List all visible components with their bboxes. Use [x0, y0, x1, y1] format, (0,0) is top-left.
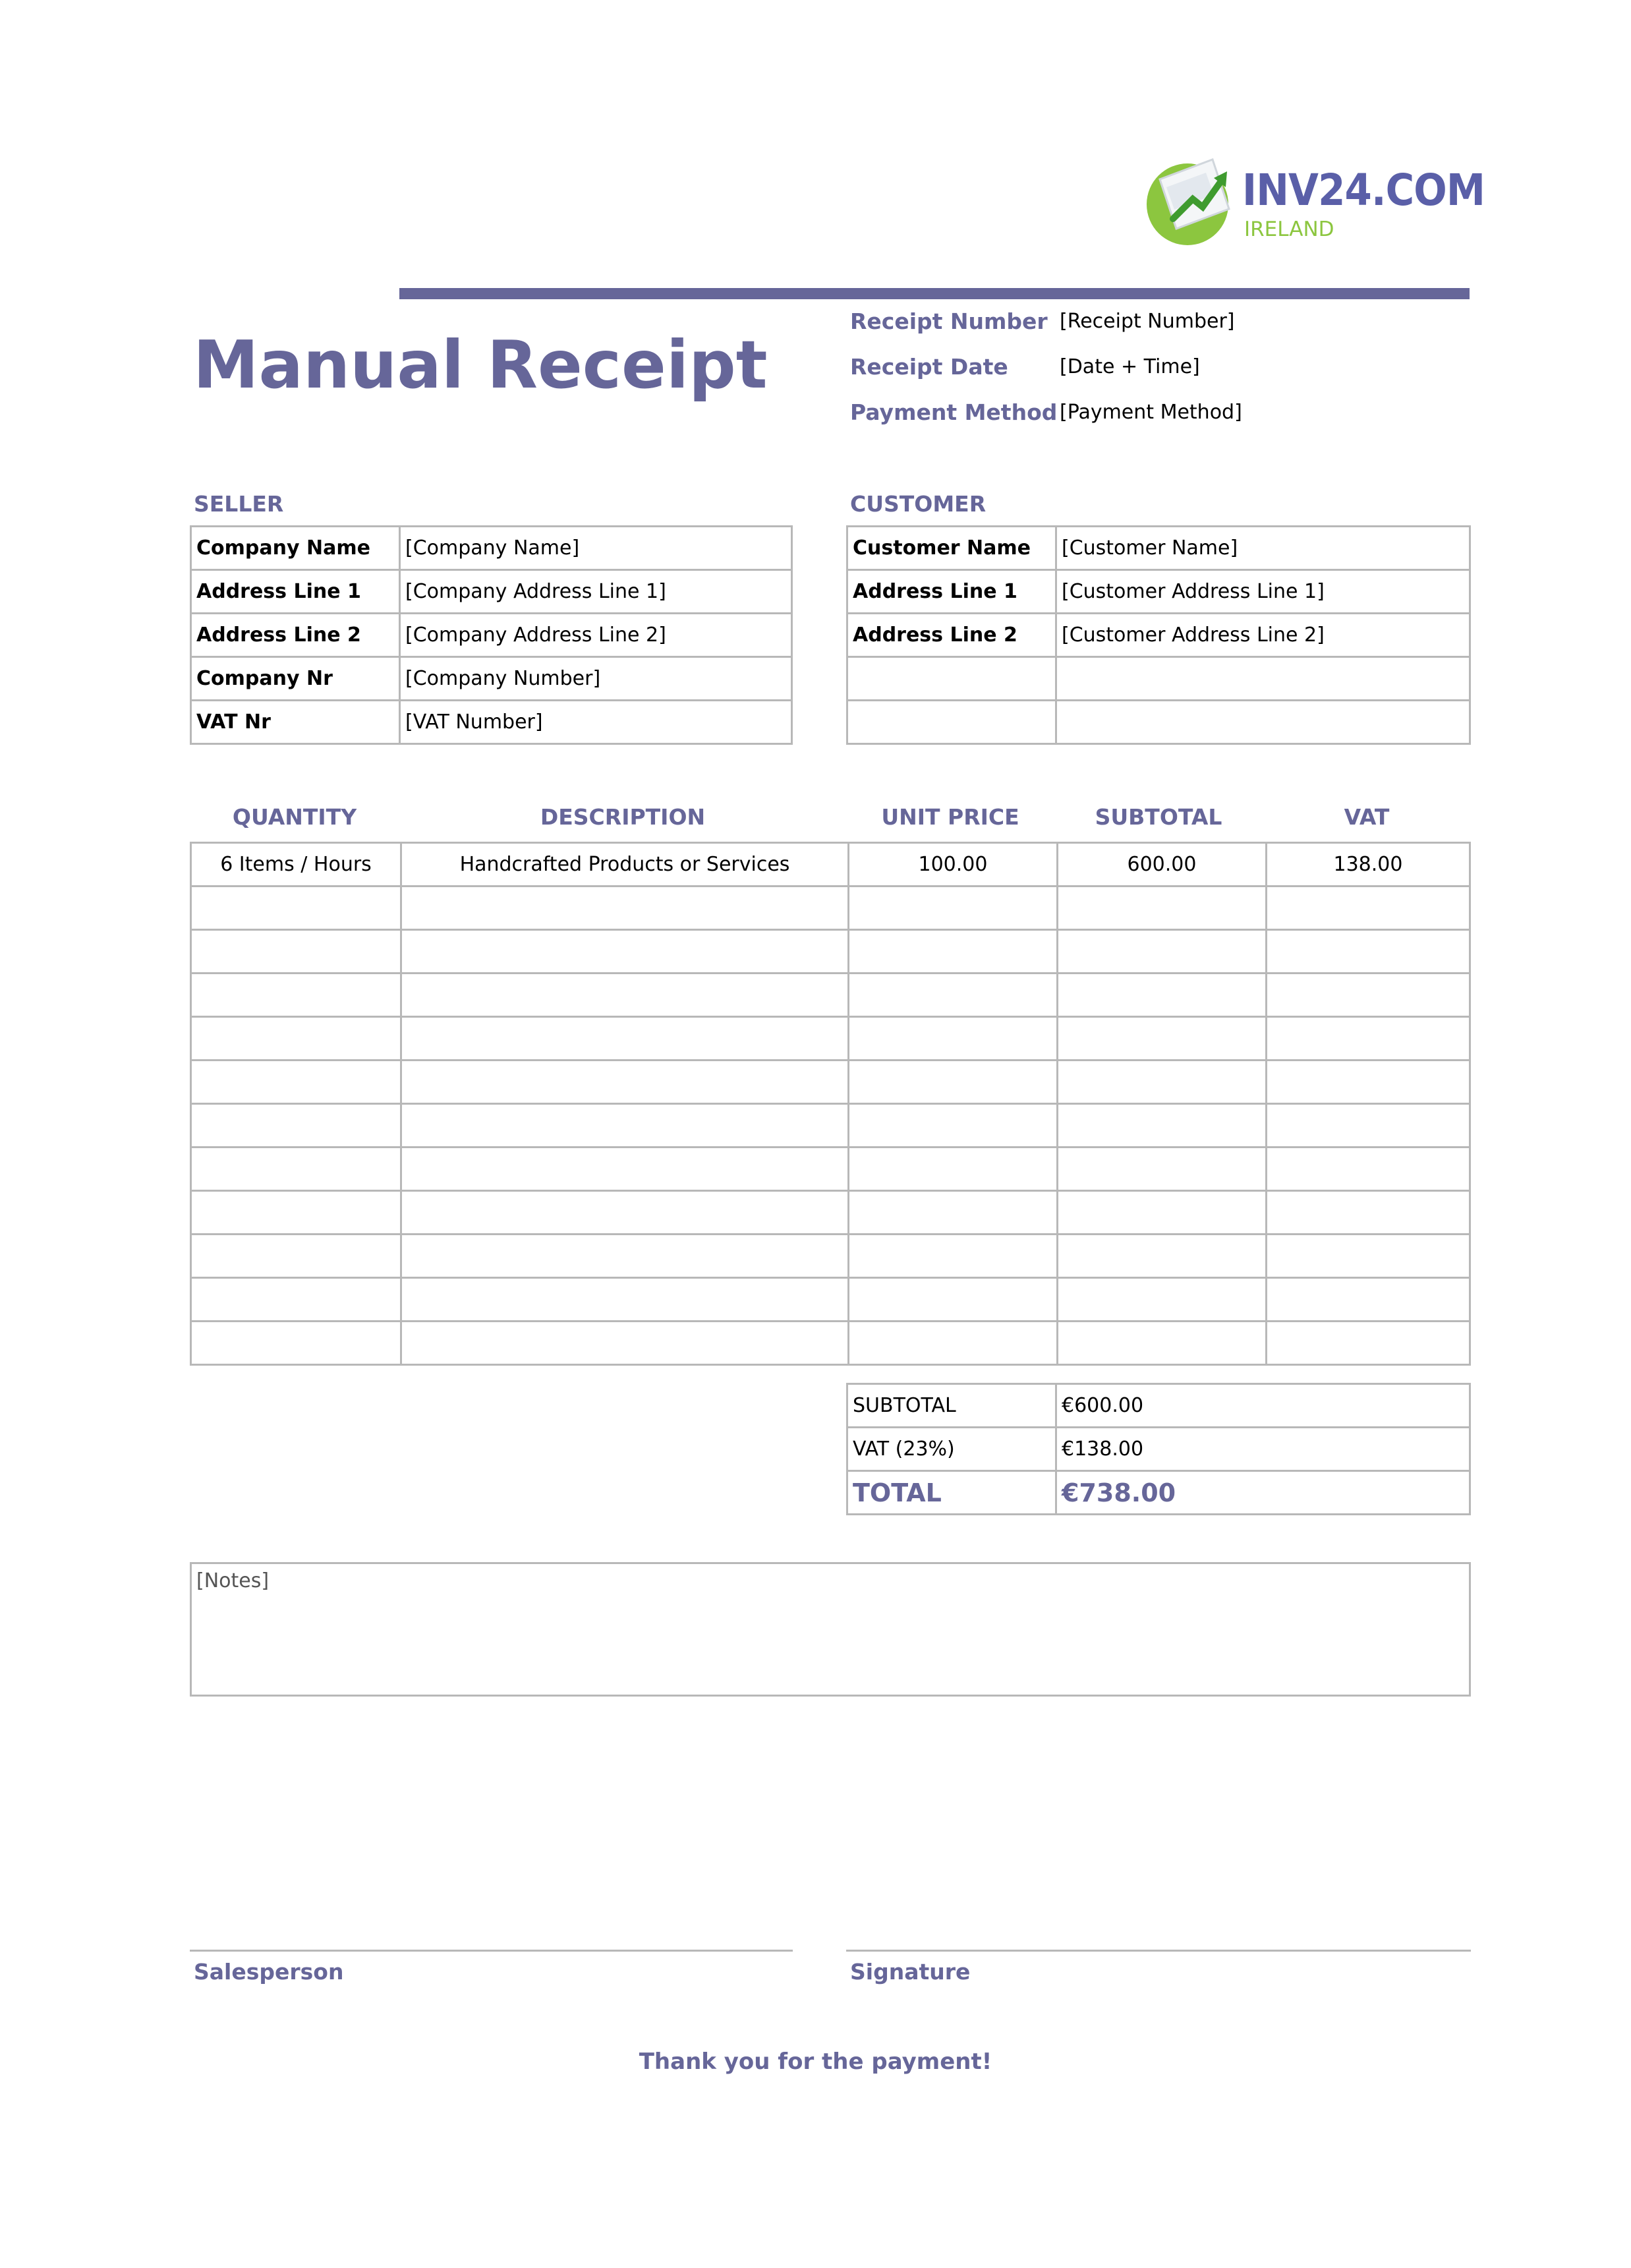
logo-icon	[1140, 153, 1239, 252]
empty-cell	[849, 1017, 1058, 1061]
payment-method-label: Payment Method	[850, 399, 1058, 425]
totals-table	[846, 1383, 1471, 1515]
table-row	[191, 614, 792, 657]
empty-cell	[1267, 1278, 1470, 1322]
empty-cell	[849, 1322, 1058, 1365]
empty-cell	[1058, 1061, 1267, 1104]
seller-value: [Company Name]	[400, 527, 792, 570]
table-row	[191, 974, 1470, 1017]
receipt-number-label: Receipt Number	[850, 308, 1048, 334]
table-row	[847, 701, 1470, 744]
seller-label: Company Nr	[191, 657, 400, 701]
empty-cell	[401, 1104, 849, 1148]
empty-cell	[1058, 1017, 1267, 1061]
col-header-subtotal: SUBTOTAL	[1095, 804, 1222, 830]
empty-cell	[191, 1148, 401, 1191]
subtotal-value: €600.00	[1056, 1384, 1470, 1428]
empty-cell	[191, 930, 401, 974]
table-row	[191, 1017, 1470, 1061]
table-row	[191, 1148, 1470, 1191]
empty-cell	[1267, 1191, 1470, 1235]
payment-method-value: [Payment Method]	[1060, 401, 1242, 424]
table-row	[191, 1104, 1470, 1148]
logo-brand: INV24.COM	[1242, 165, 1485, 216]
empty-cell	[1267, 1148, 1470, 1191]
empty-cell	[191, 1061, 401, 1104]
empty-cell	[1267, 1235, 1470, 1278]
empty-cell	[849, 1278, 1058, 1322]
empty-cell	[1058, 930, 1267, 974]
empty-cell	[1267, 887, 1470, 930]
table-row	[191, 843, 1470, 887]
salesperson-label: Salesperson	[194, 1959, 344, 1985]
table-row	[191, 930, 1470, 974]
seller-heading: SELLER	[194, 491, 284, 517]
empty-cell	[401, 1278, 849, 1322]
empty-cell	[191, 1322, 401, 1365]
table-row	[191, 1278, 1470, 1322]
empty-cell	[401, 887, 849, 930]
table-row	[847, 1428, 1470, 1471]
table-row	[191, 1061, 1470, 1104]
empty-cell	[401, 1322, 849, 1365]
footer-thanks: Thank you for the payment!	[639, 2049, 992, 2075]
items-table	[190, 842, 1471, 1366]
table-row	[847, 1384, 1470, 1428]
col-header-vat: VAT	[1344, 804, 1390, 830]
empty-cell	[849, 1235, 1058, 1278]
customer-value: [Customer Address Line 2]	[1056, 614, 1470, 657]
empty-cell	[1267, 1061, 1470, 1104]
empty-cell	[849, 1104, 1058, 1148]
company-logo	[1140, 153, 1485, 252]
empty-cell	[1058, 1191, 1267, 1235]
empty-cell	[401, 930, 849, 974]
empty-cell	[401, 1148, 849, 1191]
logo-region: IRELAND	[1244, 218, 1334, 241]
page-title: Manual Receipt	[193, 326, 768, 403]
empty-cell	[849, 930, 1058, 974]
empty-cell	[191, 1104, 401, 1148]
empty-cell	[191, 887, 401, 930]
seller-label: Address Line 1	[191, 570, 400, 614]
empty-cell	[1267, 974, 1470, 1017]
signature-label: Signature	[850, 1959, 971, 1985]
subtotal-label: SUBTOTAL	[847, 1384, 1056, 1428]
customer-heading: CUSTOMER	[850, 491, 987, 517]
empty-cell	[1058, 1235, 1267, 1278]
vat-label: VAT (23%)	[847, 1428, 1056, 1471]
seller-value: [Company Address Line 1]	[400, 570, 792, 614]
empty-cell	[849, 1191, 1058, 1235]
seller-table	[190, 525, 793, 745]
table-row	[847, 570, 1470, 614]
salesperson-line	[190, 1950, 793, 1952]
empty-cell	[191, 1235, 401, 1278]
customer-label	[847, 657, 1056, 701]
seller-value: [Company Address Line 2]	[400, 614, 792, 657]
empty-cell	[849, 1061, 1058, 1104]
vat-value: €138.00	[1056, 1428, 1470, 1471]
col-header-description: DESCRIPTION	[540, 804, 706, 830]
table-row	[191, 527, 792, 570]
seller-value: [VAT Number]	[400, 701, 792, 744]
table-row	[191, 1191, 1470, 1235]
empty-cell	[1267, 1104, 1470, 1148]
empty-cell	[401, 1235, 849, 1278]
empty-cell	[849, 974, 1058, 1017]
empty-cell	[1058, 974, 1267, 1017]
table-row	[847, 657, 1470, 701]
empty-cell	[401, 1191, 849, 1235]
empty-cell	[1267, 1322, 1470, 1365]
item-subtotal: 600.00	[1058, 843, 1267, 887]
empty-cell	[191, 1191, 401, 1235]
empty-cell	[849, 887, 1058, 930]
col-header-unit-price: UNIT PRICE	[881, 804, 1019, 830]
empty-cell	[191, 974, 401, 1017]
customer-value: [Customer Name]	[1056, 527, 1470, 570]
table-row	[191, 1322, 1470, 1365]
notes-placeholder: [Notes]	[196, 1569, 270, 1592]
empty-cell	[401, 1061, 849, 1104]
item-unit-price: 100.00	[849, 843, 1058, 887]
customer-label: Address Line 2	[847, 614, 1056, 657]
table-row	[191, 570, 792, 614]
table-row	[847, 527, 1470, 570]
empty-cell	[1058, 887, 1267, 930]
item-description: Handcrafted Products or Services	[401, 843, 849, 887]
table-row	[191, 887, 1470, 930]
table-row	[847, 614, 1470, 657]
empty-cell	[849, 1148, 1058, 1191]
total-value: €738.00	[1056, 1471, 1470, 1515]
signature-line	[846, 1950, 1471, 1952]
empty-cell	[1267, 930, 1470, 974]
receipt-date-label: Receipt Date	[850, 354, 1008, 380]
item-vat: 138.00	[1267, 843, 1470, 887]
customer-label	[847, 701, 1056, 744]
customer-table	[846, 525, 1471, 745]
receipt-date-value: [Date + Time]	[1060, 355, 1200, 378]
receipt-number-value: [Receipt Number]	[1060, 310, 1235, 333]
total-label: TOTAL	[847, 1471, 1056, 1515]
notes-box[interactable]	[190, 1562, 1471, 1697]
customer-label: Address Line 1	[847, 570, 1056, 614]
empty-cell	[1267, 1017, 1470, 1061]
item-quantity: 6 Items / Hours	[191, 843, 401, 887]
empty-cell	[1058, 1278, 1267, 1322]
header-rule	[399, 288, 1470, 299]
customer-value: [Customer Address Line 1]	[1056, 570, 1470, 614]
empty-cell	[401, 1017, 849, 1061]
empty-cell	[191, 1278, 401, 1322]
table-row	[191, 1235, 1470, 1278]
seller-label: VAT Nr	[191, 701, 400, 744]
empty-cell	[191, 1017, 401, 1061]
table-row	[191, 657, 792, 701]
customer-value	[1056, 657, 1470, 701]
empty-cell	[1058, 1148, 1267, 1191]
seller-value: [Company Number]	[400, 657, 792, 701]
empty-cell	[401, 974, 849, 1017]
empty-cell	[1058, 1104, 1267, 1148]
seller-label: Address Line 2	[191, 614, 400, 657]
seller-label: Company Name	[191, 527, 400, 570]
customer-value	[1056, 701, 1470, 744]
col-header-quantity: QUANTITY	[232, 804, 357, 830]
customer-label: Customer Name	[847, 527, 1056, 570]
table-row	[191, 701, 792, 744]
table-row	[847, 1471, 1470, 1515]
empty-cell	[1058, 1322, 1267, 1365]
